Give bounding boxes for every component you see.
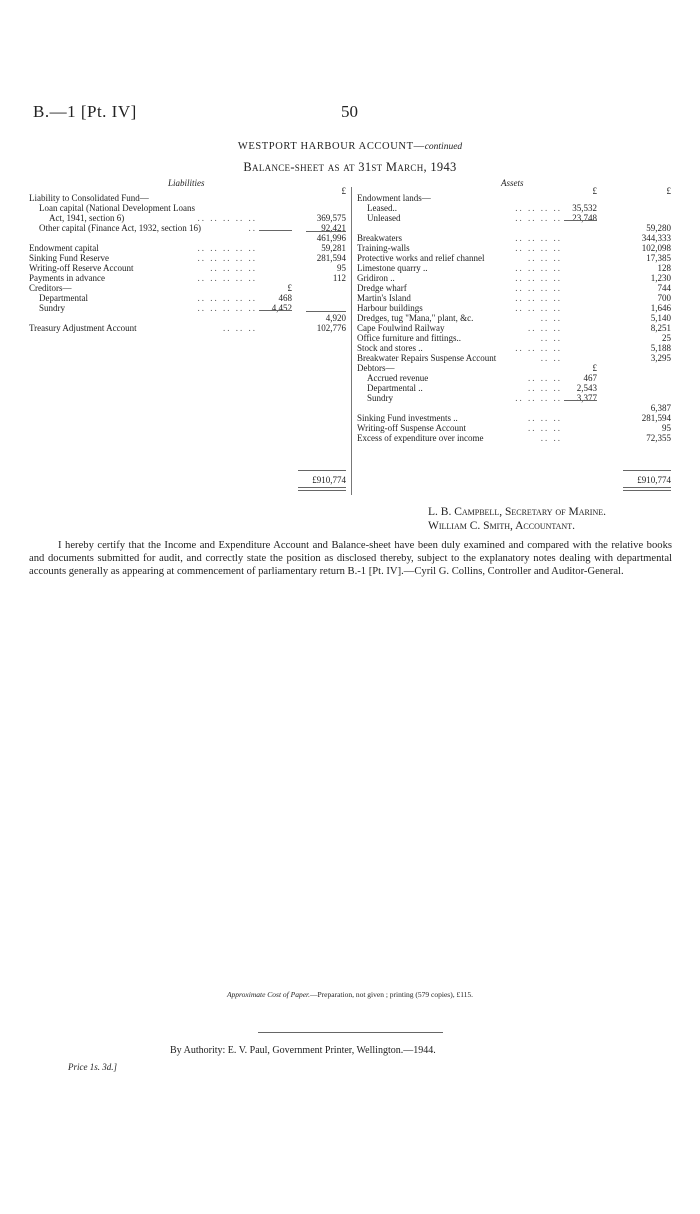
row-amount: 5,140 [650,313,671,323]
row-amount: 72,355 [646,433,671,443]
row-label: Dredges, tug "Mana," plant, &c. [357,313,474,323]
row-subtotal: 35,532 [572,203,597,213]
row-label: Payments in advance [29,273,105,283]
pound-sign: £ [341,186,346,196]
liabilities-heading: Liabilities [168,178,205,188]
row-label: Stock and stores .. [357,343,423,353]
leader-dots: .. .. .. .. .. [197,213,257,223]
row-amount: 281,594 [316,253,346,263]
row-subtotal: 2,543 [576,383,597,393]
row-label: Gridiron .. [357,273,395,283]
row-label: Office furniture and fittings.. [357,333,462,343]
total-rule-bottom [298,487,346,491]
row-amount: 102,098 [641,243,671,253]
row-amount: 281,594 [641,413,671,423]
row-amount: 25 [662,333,671,343]
total-rule-top [623,470,671,471]
row-amount: 700 [657,293,671,303]
leader-dots: .. .. .. [528,373,562,383]
leader-dots: .. .. .. .. .. [197,253,257,263]
total-rule-top [298,470,346,471]
footer-rule [258,1032,443,1033]
account-title-text: WESTPORT HARBOUR ACCOUNT— [237,141,425,152]
subtotal-rule [306,231,346,232]
cost-of-paper-label: Approximate Cost of Paper. [226,990,311,999]
pound-sign: £ [592,186,597,196]
leader-dots: .. .. .. .. [515,343,562,353]
column-divider [351,187,352,495]
leader-dots: .. [248,223,257,233]
row-amount: 59,280 [646,223,671,233]
row-subtotal: 468 [278,293,292,303]
row-label: Sundry [39,303,66,313]
row-label: Liability to Consolidated Fund— [29,193,149,203]
row-label: Leased.. [367,203,397,213]
row-label: Sinking Fund Reserve [29,253,109,263]
row-label: Unleased [367,213,401,223]
row-label: Other capital (Finance Act, 1932, section 16) [39,223,201,233]
assets-heading: Assets [501,178,524,188]
row-amount: 17,385 [646,253,671,263]
leader-dots: .. .. .. .. [515,293,562,303]
leader-dots: .. .. .. .. [515,233,562,243]
row-label: Breakwaters [357,233,402,243]
row-amount: 95 [337,263,346,273]
cost-of-paper-details: —Preparation, not given ; printing (579 copies), £115. [310,990,474,999]
row-amount: 344,333 [641,233,671,243]
leader-dots: .. .. .. .. [515,213,562,223]
leader-dots: .. .. .. .. .. [197,293,257,303]
row-amount: 102,776 [316,323,346,333]
row-label: Writing-off Suspense Account [357,423,466,433]
row-label: Debtors— [357,363,395,373]
total-amount: £910,774 [637,475,671,485]
row-label: Cape Foulwind Railway [357,323,445,333]
row-label: Sinking Fund investments .. [357,413,458,423]
audit-certificate: I hereby certify that the Income and Expenditure Account and Balance-sheet have been duly examined and compared with the relative books and documents submitted for audit, and correctly state the position as disclosed thereby, subject to the explanatory notes dealing with departmental accounts generally as appearing at commencement of parliamentary return B.-1 [Pt. IV].—Cyril G. Collins, Controller and Auditor-General. [29,540,672,577]
leader-dots: .. .. [540,433,562,443]
price: Price 1s. 3d.] [68,1062,117,1072]
row-label: Sundry [367,393,394,403]
row-label: Endowment capital [29,243,99,253]
leader-dots: .. .. .. .. [515,393,562,403]
row-subtotal: £ [592,363,597,373]
leader-dots: .. .. .. [528,413,562,423]
row-subtotal: 3,377 [576,393,597,403]
row-subtotal: £ [287,283,292,293]
row-label: Martin's Island [357,293,411,303]
row-label: Treasury Adjustment Account [29,323,137,333]
row-label: Breakwater Repairs Suspense Account [357,353,497,363]
subtotal-rule [259,310,292,311]
account-title-continued: continued [424,142,463,152]
leader-dots: .. .. .. .. [515,243,562,253]
leader-dots: .. .. .. [528,383,562,393]
row-label: Training-walls [357,243,410,253]
row-amount: 4,920 [325,313,346,323]
signature-accountant: William C. Smith, Accountant. [428,520,575,532]
row-label: Act, 1941, section 6) [49,213,125,223]
leader-dots: .. .. .. .. [515,263,562,273]
row-amount: 744 [657,283,671,293]
leader-dots: .. .. .. [223,323,257,333]
row-amount: 5,188 [650,343,671,353]
row-label: Accrued revenue [367,373,429,383]
row-label: Endowment lands— [357,193,431,203]
row-amount: 6,387 [650,403,671,413]
leader-dots: .. .. .. [528,423,562,433]
leader-dots: .. .. [540,333,562,343]
subtotal-rule [306,311,346,312]
row-label: Creditors— [29,283,72,293]
row-amount: 3,295 [650,353,671,363]
row-label: Departmental [39,293,88,303]
row-amount: 8,251 [650,323,671,333]
subtotal-rule [564,400,597,401]
leader-dots: .. .. .. .. [515,283,562,293]
row-amount: 1,230 [650,273,671,283]
row-label: Departmental .. [367,383,423,393]
row-subtotal: 467 [583,373,597,383]
leader-dots: .. .. .. .. [210,263,257,273]
row-amount: 112 [332,273,346,283]
row-amount: 95 [662,423,671,433]
row-label: Limestone quarry .. [357,263,428,273]
row-subtotal: 23,748 [572,213,597,223]
row-amount: 369,575 [316,213,346,223]
document-reference: B.—1 [Pt. IV] [33,102,137,121]
total-amount: £910,774 [312,475,346,485]
leader-dots: .. .. [540,353,562,363]
row-subtotal: 4,452 [271,303,292,313]
leader-dots: .. .. .. .. .. [197,303,257,313]
leader-dots: .. .. .. [528,323,562,333]
row-amount: 461,996 [316,233,346,243]
row-label: Dredge wharf [357,283,407,293]
leader-dots: .. .. .. .. .. [197,243,257,253]
row-label: Protective works and relief channel [357,253,485,263]
printing-authority: By Authority: E. V. Paul, Government Printer, Wellington.—1944. [170,1045,436,1056]
row-amount: 92,421 [321,223,346,233]
total-rule-bottom [623,487,671,491]
leader-dots: .. .. .. .. [515,303,562,313]
page-number: 50 [341,102,358,121]
leader-dots: .. .. [540,313,562,323]
leader-dots: .. .. .. [528,253,562,263]
leader-dots: .. .. .. .. [515,273,562,283]
subtotal-rule [564,220,597,221]
pound-sign: £ [666,186,671,196]
row-amount: 59,281 [321,243,346,253]
row-label: Harbour buildings [357,303,423,313]
account-title [0,141,700,152]
subtotal-rule [259,230,292,231]
row-label: Writing-off Reserve Account [29,263,134,273]
signature-secretary: L. B. Campbell, Secretary of Marine. [428,506,607,518]
row-amount: 1,646 [650,303,671,313]
leader-dots: .. .. .. .. [515,203,562,213]
row-amount: 128 [657,263,671,273]
leader-dots: .. .. .. .. .. [197,273,257,283]
balance-sheet-title: Balance-sheet as at 31st March, 1943 [243,160,457,174]
row-label: Excess of expenditure over income [357,433,484,443]
row-label: Loan capital (National Development Loans [39,203,195,213]
cost-of-paper [0,990,700,999]
